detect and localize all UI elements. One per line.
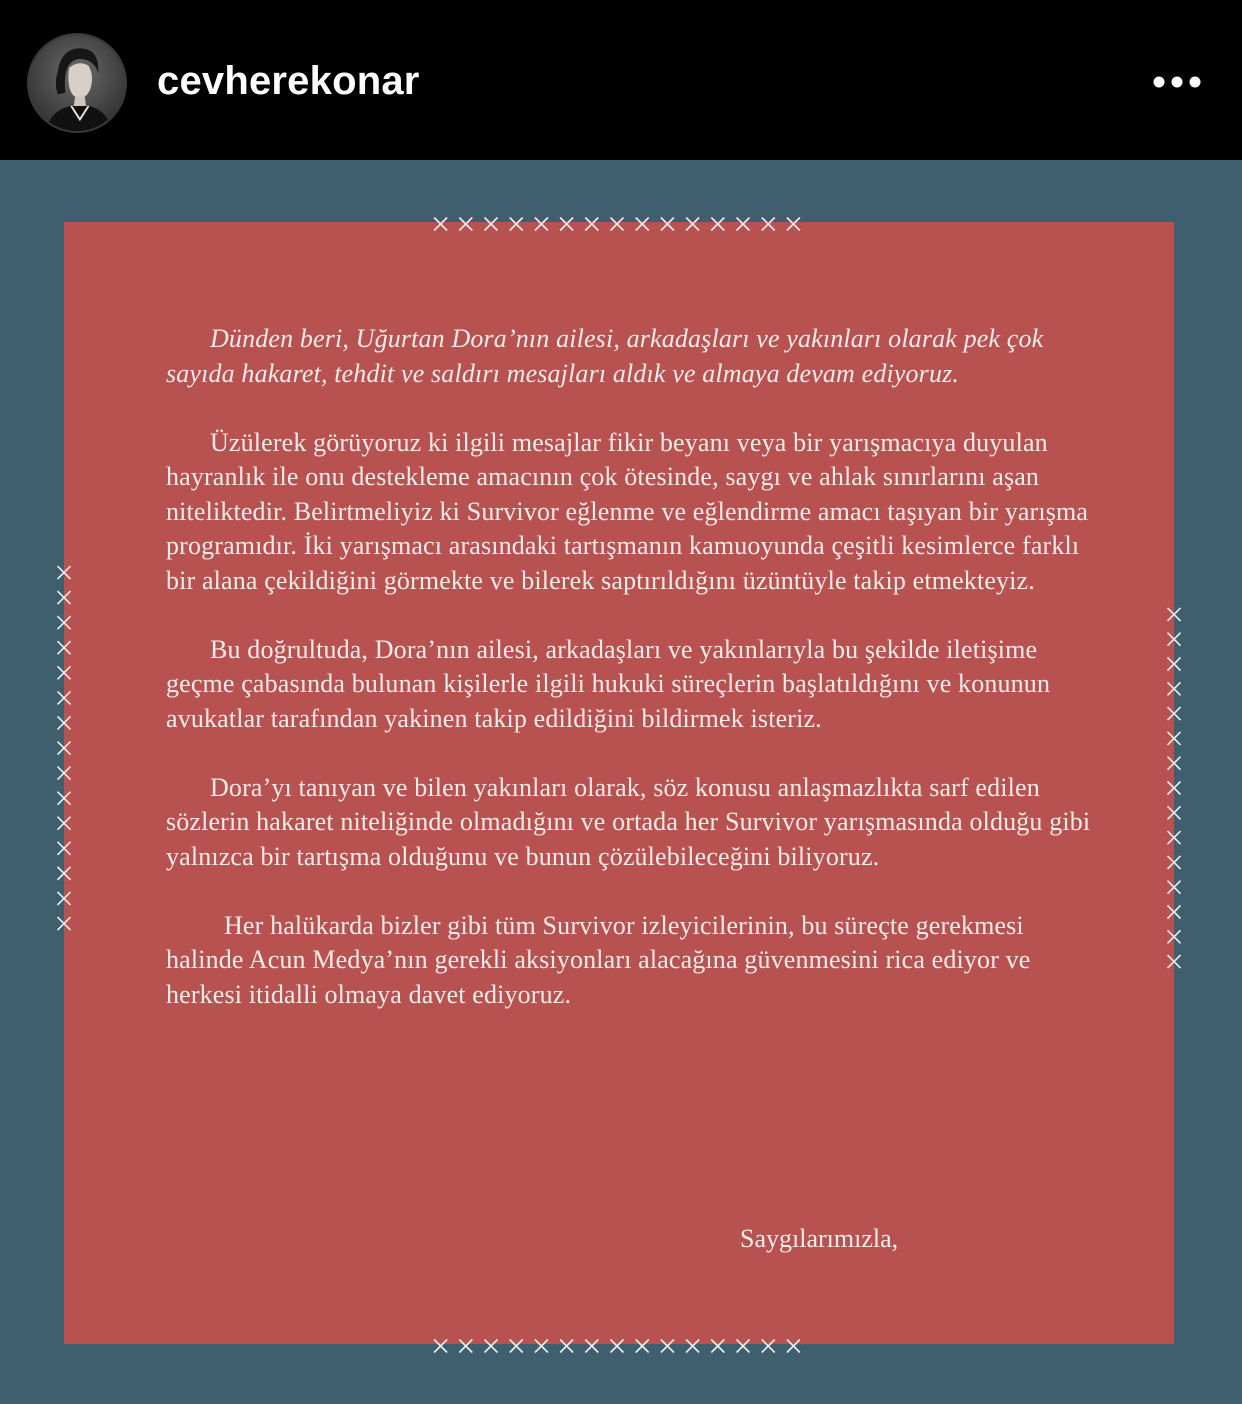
cross-mark: [58, 867, 71, 880]
cross-mark: [1168, 831, 1181, 844]
cross-mark: [58, 817, 71, 830]
letter-paragraph: Dora’yı tanıyan ve bilen yakınları olarak, söz konusu anlaşmazlıkta sarf edilen sözlerin hakaret niteliğinde olmadığını ve ortada her Survivor yarışmasında olduğu gibi yalnızca bir tartışma olduğunu ve bunun çözülebileceğini biliyoruz.: [166, 772, 1091, 871]
cross-mark: [661, 1340, 674, 1353]
letter-paragraph: Her halükarda bizler gibi tüm Survivor izleyicilerinin, bu süreçte gerekmesi halinde Acun Medya’nın gerekli aksiyonları alacağına güvenmesini rica ediyor ve herkesi itidalli olmaya davet ediyoruz.: [166, 910, 1031, 1009]
cross-mark: [485, 218, 498, 231]
cross-mark: [459, 218, 472, 231]
cross-mark: [737, 218, 750, 231]
letter-paragraph: Dünden beri, Uğurtan Dora’nın ailesi, arkadaşları ve yakınları olarak pek çok sayıda hakaret, tehdit ve saldırı mesajları aldık ve almaya devam ediyoruz.: [166, 324, 1044, 388]
cross-mark: [434, 1340, 447, 1353]
cross-mark: [661, 218, 674, 231]
profile-photo-icon: [29, 35, 125, 131]
post-image[interactable]: [0, 160, 1242, 1404]
cross-mark: [686, 218, 699, 231]
more-horizontal-icon: [1150, 62, 1204, 102]
cross-stitch-border-right: [1162, 602, 1186, 974]
cross-mark: [711, 218, 724, 231]
cross-mark: [1168, 881, 1181, 894]
cross-mark: [58, 892, 71, 905]
cross-mark: [1168, 633, 1181, 646]
cross-mark: [1168, 757, 1181, 770]
cross-mark: [1168, 608, 1181, 621]
cross-mark: [58, 691, 71, 704]
cross-mark: [510, 1340, 523, 1353]
cross-mark: [787, 218, 800, 231]
cross-mark: [58, 842, 71, 855]
cross-mark: [762, 1340, 775, 1353]
cross-mark: [611, 1340, 624, 1353]
cross-mark: [510, 218, 523, 231]
cross-mark: [686, 1340, 699, 1353]
letter-body: [166, 322, 1106, 1047]
letter-signature: Saygılarımızla,: [740, 1224, 899, 1253]
cross-mark: [585, 1340, 598, 1353]
cross-mark: [737, 1340, 750, 1353]
cross-mark: [535, 1340, 548, 1353]
cross-mark: [1168, 806, 1181, 819]
cross-mark: [58, 917, 71, 930]
cross-mark: [1168, 707, 1181, 720]
username[interactable]: cevherekonar: [157, 59, 420, 103]
cross-mark: [611, 218, 624, 231]
cross-mark: [787, 1340, 800, 1353]
cross-mark: [434, 218, 447, 231]
cross-mark: [711, 1340, 724, 1353]
cross-mark: [58, 566, 71, 579]
cross-mark: [58, 591, 71, 604]
cross-stitch-border-bottom: [428, 1334, 806, 1358]
cross-mark: [1168, 682, 1181, 695]
cross-mark: [535, 218, 548, 231]
cross-mark: [58, 742, 71, 755]
letter-paragraph: Üzülerek görüyoruz ki ilgili mesajlar fikir beyanı veya bir yarışmacıya duyulan hayranlık ile onu destekleme amacının çok ötesinde, saygı ve ahlak sınırlarını aşan niteliktedir. Belirtmeliyiz ki Survivor eğlenme ve eğlendirme amacı taşıyan bir yarışma programıdır. İki yarışmacı arasındaki tartışmanın kamuoyunda çeşitli kesimlerce farklı bir alana çekildiğini görmekte ve bilerek saptırıldığını üzüntüyle takip etmekteyiz.: [166, 427, 1089, 595]
cross-mark: [1168, 856, 1181, 869]
cross-mark: [560, 218, 573, 231]
cross-mark: [58, 767, 71, 780]
letter-paragraph: Bu doğrultuda, Dora’nın ailesi, arkadaşları ve yakınlarıyla bu şekilde iletişime geçme çabasında bulunan kişilerle ilgili hukuki süreçlerin başlatıldığını ve konunun avukatlar tarafından yakinen takip edildiğini bildirmek isteriz.: [166, 634, 1051, 733]
cross-mark: [560, 1340, 573, 1353]
cross-mark: [1168, 930, 1181, 943]
cross-stitch-border-left: [52, 560, 76, 936]
cross-mark: [1168, 955, 1181, 968]
more-options-button[interactable]: [1150, 62, 1204, 102]
cross-mark: [58, 666, 71, 679]
cross-mark: [1168, 732, 1181, 745]
cross-mark: [585, 218, 598, 231]
cross-mark: [636, 218, 649, 231]
cross-mark: [459, 1340, 472, 1353]
cross-mark: [485, 1340, 498, 1353]
avatar[interactable]: [27, 33, 127, 133]
cross-mark: [58, 716, 71, 729]
cross-mark: [58, 616, 71, 629]
cross-mark: [1168, 782, 1181, 795]
cross-mark: [762, 218, 775, 231]
cross-mark: [58, 641, 71, 654]
cross-mark: [1168, 658, 1181, 671]
cross-mark: [58, 792, 71, 805]
cross-mark: [1168, 906, 1181, 919]
cross-stitch-border-top: [428, 212, 806, 236]
cross-mark: [636, 1340, 649, 1353]
post-header: [0, 0, 1242, 160]
